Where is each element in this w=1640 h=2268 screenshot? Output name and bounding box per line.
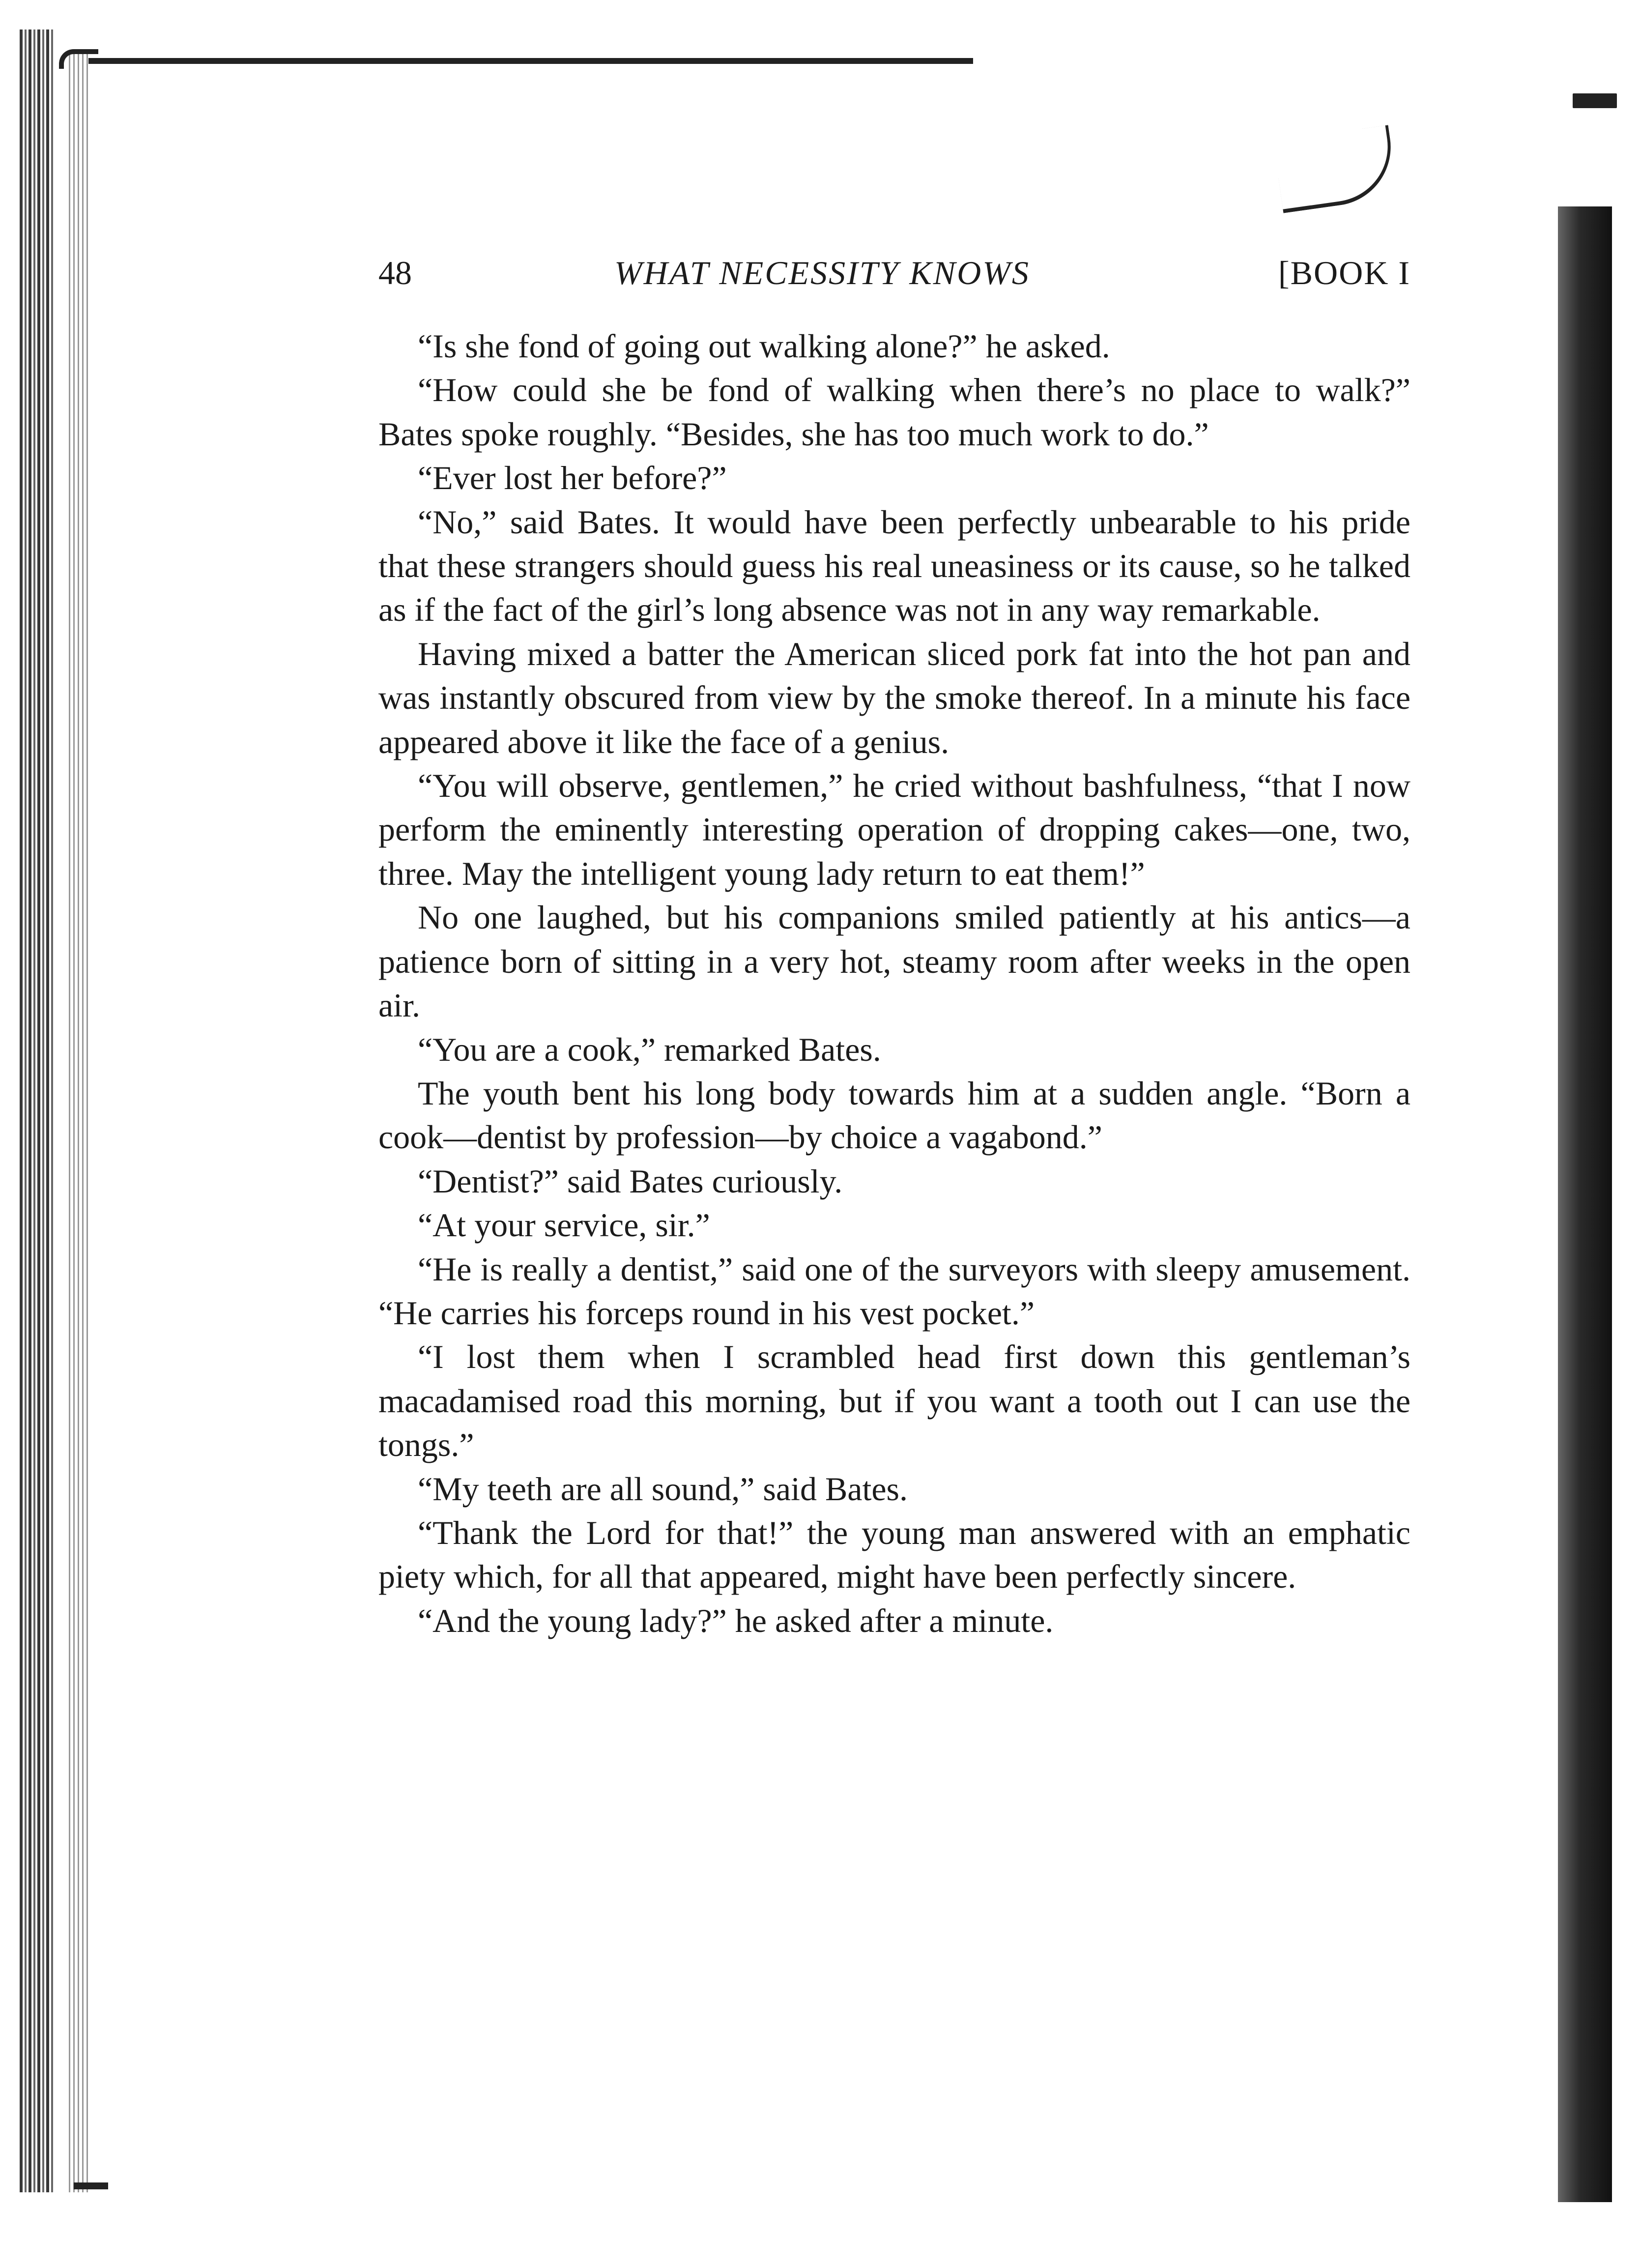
paragraph: “At your service, sir.” <box>418 1206 710 1244</box>
paragraph: “You are a cook,” remarked Bates. <box>418 1030 881 1068</box>
running-title: WHAT NECESSITY KNOWS <box>614 254 1030 291</box>
paragraph: “My teeth are all sound,” said Bates. <box>418 1470 908 1508</box>
paragraph: “He is really a dentist,” said one of the surveyors with sleepy amusement. “He carries his forceps round in his vest pocket.” <box>378 1250 1410 1332</box>
paragraph: The youth bent his long body towards him at a sudden angle. “Born a cook—dentist by profession—by choice a vagabond.” <box>378 1074 1410 1156</box>
paragraph: “Thank the Lord for that!” the young man answered with an emphatic piety which, for all that appeared, might have been perfectly sincere. <box>378 1513 1410 1596</box>
book-page <box>378 246 1410 1643</box>
paragraph: “How could she be fond of walking when there’s no place to walk?” Bates spoke roughly. “Besides, she has too much work to do.” <box>378 371 1410 453</box>
paragraph: No one laughed, but his companions smiled patiently at his antics—a patience born of sitting in a very hot, steamy room after weeks in the open air. <box>378 899 1410 1024</box>
paragraph: “Ever lost her before?” <box>418 459 727 497</box>
paragraph: Having mixed a batter the American sliced pork fat into the hot pan and was instantly obscured from view by the smoke thereof. In a minute his face appeared above it like the face of a genius. <box>378 635 1410 760</box>
body-text <box>378 324 1410 1643</box>
paragraph: “I lost them when I scrambled head first down this gentleman’s macadamised road this morning, but if you want a tooth out I can use the tongs.” <box>378 1338 1410 1464</box>
paragraph: “Is she fond of going out walking alone?” he asked. <box>418 327 1110 365</box>
top-page-rule <box>88 58 973 64</box>
paragraph: “No,” said Bates. It would have been perfectly unbearable to his pride that these strangers should guess his real uneasiness or its cause, so he talked as if the fact of the girl’s long absence was not in any way remarkable. <box>378 503 1410 629</box>
right-top-edge-mark <box>1573 93 1617 108</box>
paragraph: “And the young lady?” he asked after a minute. <box>418 1601 1054 1639</box>
book-marker: [BOOK I <box>1278 254 1410 291</box>
left-binding-shadow <box>69 54 88 2192</box>
paragraph: “Dentist?” said Bates curiously. <box>418 1162 843 1200</box>
paragraph: “You will observe, gentlemen,” he cried without bashfulness, “that I now perform the eminently interesting operation of dropping cakes—one, two, three. May the intelligent young lady return to eat them!” <box>378 767 1410 892</box>
right-page-edge <box>1558 206 1612 2202</box>
running-head <box>378 246 1410 300</box>
bottom-page-rule <box>74 2182 108 2189</box>
page-number: 48 <box>378 254 412 291</box>
left-binding-edge <box>20 29 54 2192</box>
ink-scribble-mark <box>1273 125 1398 213</box>
